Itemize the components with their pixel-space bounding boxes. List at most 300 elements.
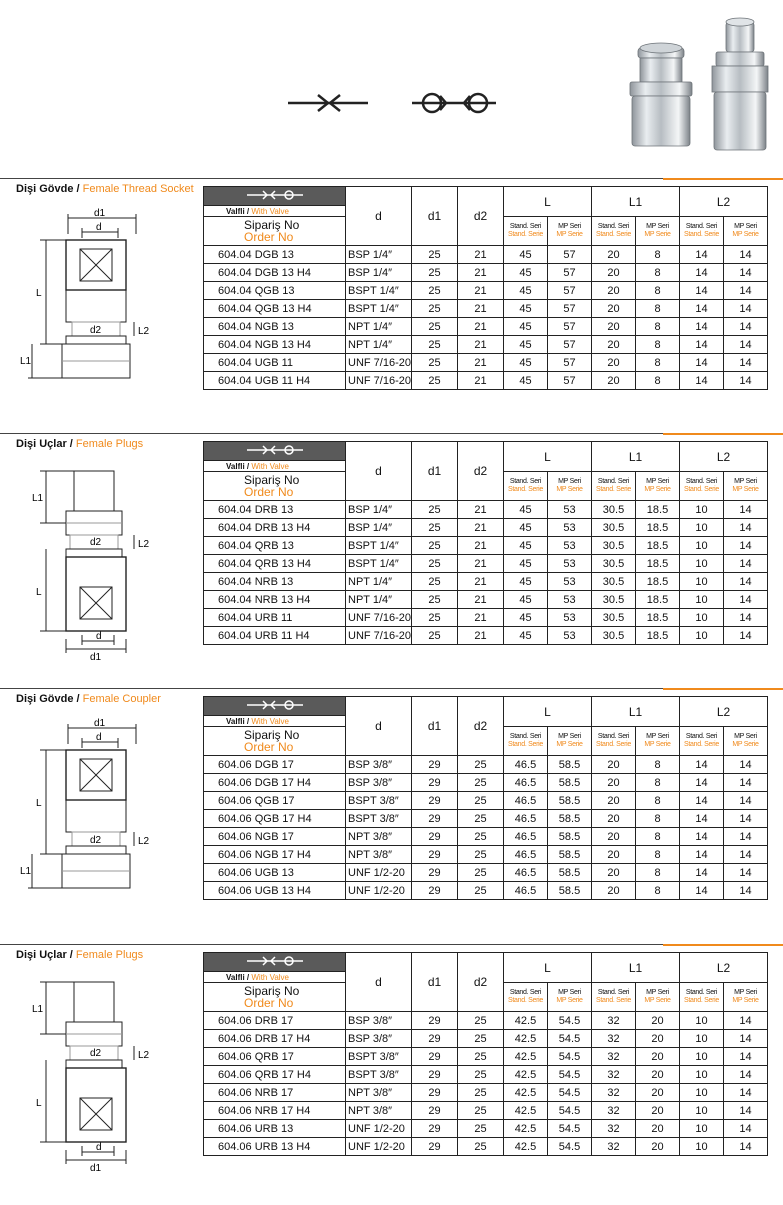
valve-label-en: With Valve xyxy=(251,206,289,216)
dimension-cell: 54.5 xyxy=(548,1048,592,1066)
dimension-cell: 42.5 xyxy=(504,1084,548,1102)
col-header-L: L xyxy=(504,187,592,217)
dimension-cell: 32 xyxy=(592,1102,636,1120)
order-label-tr: Sipariş No xyxy=(244,473,300,487)
dimension-cell: 14 xyxy=(680,300,724,318)
thread-cell: BSP 3/8″ xyxy=(346,756,412,774)
stand-label-tr: Stand. Seri xyxy=(509,989,542,996)
table-row xyxy=(204,318,768,336)
table-row xyxy=(204,846,768,864)
stand-label-tr: Stand. Seri xyxy=(597,223,630,230)
spec-table xyxy=(203,952,768,1156)
table-row xyxy=(204,627,768,645)
section-title-tr: Dişi Gövde xyxy=(16,183,74,195)
dimension-cell: 14 xyxy=(724,774,768,792)
table-row xyxy=(204,282,768,300)
dimension-cell: 57 xyxy=(548,300,592,318)
dimension-cell: 14 xyxy=(724,501,768,519)
dimension-cell: 45 xyxy=(504,318,548,336)
mp-label-en: MP Serie xyxy=(732,486,759,493)
order-label-tr: Sipariş No xyxy=(244,728,300,742)
dimension-cell: 18.5 xyxy=(636,573,680,591)
dim-L: L xyxy=(36,1098,42,1109)
section-title-tr: Dişi Uçlar xyxy=(16,949,67,961)
dimension-cell: 10 xyxy=(680,555,724,573)
dimension-cell: 10 xyxy=(680,1048,724,1066)
dim-L1: L1 xyxy=(20,866,32,877)
stand-label-en: Stand. Serie xyxy=(684,231,719,238)
dimension-cell: 10 xyxy=(680,1066,724,1084)
dimension-cell: 10 xyxy=(680,1012,724,1030)
dimension-cell: 25 xyxy=(458,864,504,882)
stand-label-tr: Stand. Seri xyxy=(597,478,630,485)
dimension-cell: 21 xyxy=(458,336,504,354)
dimension-cell: 57 xyxy=(548,354,592,372)
dimension-cell: 8 xyxy=(636,354,680,372)
thread-cell: BSPT 3/8″ xyxy=(346,1066,412,1084)
dimension-cell: 25 xyxy=(458,1120,504,1138)
dimension-cell: 54.5 xyxy=(548,1084,592,1102)
subheader-stand xyxy=(592,472,636,501)
subheader-mp xyxy=(724,727,768,756)
dimension-cell: 25 xyxy=(412,627,458,645)
order-number-cell: 604.04 NRB 13 H4 xyxy=(204,591,346,609)
dimension-cell: 45 xyxy=(504,300,548,318)
subheader-mp xyxy=(724,217,768,246)
dimension-cell: 20 xyxy=(592,774,636,792)
valve-label-tr: Valfli xyxy=(226,972,245,982)
order-number-cell: 604.06 UGB 13 xyxy=(204,864,346,882)
dimension-cell: 42.5 xyxy=(504,1120,548,1138)
dimension-cell: 14 xyxy=(680,354,724,372)
dim-L1: L1 xyxy=(20,356,32,367)
dimension-cell: 8 xyxy=(636,846,680,864)
dimension-cell: 14 xyxy=(724,810,768,828)
dimension-cell: 10 xyxy=(680,501,724,519)
section-title-en: Female Thread Socket xyxy=(82,183,194,195)
product-photo-socket xyxy=(712,18,768,150)
dimension-cell: 42.5 xyxy=(504,1138,548,1156)
order-number-cell: 604.06 URB 13 H4 xyxy=(204,1138,346,1156)
dimension-cell: 10 xyxy=(680,1084,724,1102)
order-number-cell: 604.06 DRB 17 H4 xyxy=(204,1030,346,1048)
dimension-cell: 32 xyxy=(592,1012,636,1030)
dimension-cell: 32 xyxy=(592,1084,636,1102)
dimension-cell: 14 xyxy=(724,1066,768,1084)
col-header-d: d xyxy=(346,187,412,246)
dimension-cell: 29 xyxy=(412,1084,458,1102)
product-section xyxy=(0,433,783,685)
stand-label-en: Stand. Serie xyxy=(508,741,543,748)
dimension-cell: 30.5 xyxy=(592,627,636,645)
dim-d2: d2 xyxy=(90,835,102,846)
thread-cell: UNF 7/16-20 xyxy=(346,627,412,645)
thread-cell: NPT 3/8″ xyxy=(346,1102,412,1120)
mp-label-en: MP Serie xyxy=(556,741,583,748)
stand-label-tr: Stand. Seri xyxy=(509,223,542,230)
dimension-cell: 25 xyxy=(458,1048,504,1066)
dimension-cell: 14 xyxy=(724,627,768,645)
dimension-cell: 14 xyxy=(680,336,724,354)
table-row xyxy=(204,792,768,810)
dimension-cell: 58.5 xyxy=(548,756,592,774)
subheader-stand xyxy=(504,217,548,246)
table-row xyxy=(204,1084,768,1102)
thread-cell: UNF 7/16-20 xyxy=(346,609,412,627)
col-header-L2: L2 xyxy=(680,442,768,472)
table-row xyxy=(204,300,768,318)
dimension-cell: 14 xyxy=(680,828,724,846)
mp-label-tr: MP Seri xyxy=(734,478,757,485)
dimension-cell: 25 xyxy=(412,264,458,282)
dimension-cell: 10 xyxy=(680,1030,724,1048)
dimension-cell: 46.5 xyxy=(504,828,548,846)
dimension-cell: 58.5 xyxy=(548,792,592,810)
dimension-cell: 20 xyxy=(592,336,636,354)
dimension-cell: 14 xyxy=(724,609,768,627)
dimension-cell: 25 xyxy=(412,372,458,390)
thread-cell: NPT 3/8″ xyxy=(346,828,412,846)
dim-L: L xyxy=(36,288,42,299)
thread-cell: UNF 1/2-20 xyxy=(346,1120,412,1138)
dimension-cell: 29 xyxy=(412,810,458,828)
order-number-cell: 604.04 DRB 13 H4 xyxy=(204,519,346,537)
dimension-cell: 21 xyxy=(458,609,504,627)
stand-label-en: Stand. Serie xyxy=(684,741,719,748)
valve-coupling-icon xyxy=(245,955,305,967)
dimension-cell: 8 xyxy=(636,882,680,900)
dimension-cell: 14 xyxy=(680,864,724,882)
stand-label-tr: Stand. Seri xyxy=(509,733,542,740)
mp-label-tr: MP Seri xyxy=(558,478,581,485)
subheader-mp xyxy=(548,727,592,756)
dimension-cell: 21 xyxy=(458,318,504,336)
dimension-cell: 18.5 xyxy=(636,555,680,573)
order-no-header xyxy=(204,472,346,501)
stand-label-tr: Stand. Seri xyxy=(685,478,718,485)
thread-cell: NPT 1/4″ xyxy=(346,573,412,591)
dimension-cell: 8 xyxy=(636,282,680,300)
valve-label-en: With Valve xyxy=(251,972,289,982)
order-no-header xyxy=(204,983,346,1012)
subheader-mp xyxy=(548,217,592,246)
order-no-header xyxy=(204,217,346,246)
dimension-cell: 57 xyxy=(548,318,592,336)
dimension-cell: 45 xyxy=(504,627,548,645)
order-number-cell: 604.06 NRB 17 H4 xyxy=(204,1102,346,1120)
dim-L2: L2 xyxy=(138,326,150,337)
stand-label-en: Stand. Serie xyxy=(508,231,543,238)
dimension-cell: 25 xyxy=(412,300,458,318)
table-row xyxy=(204,591,768,609)
dimension-cell: 20 xyxy=(592,354,636,372)
mp-label-tr: MP Seri xyxy=(734,733,757,740)
thread-cell: NPT 1/4″ xyxy=(346,336,412,354)
stand-label-en: Stand. Serie xyxy=(596,741,631,748)
col-header-d: d xyxy=(346,442,412,501)
table-row xyxy=(204,1012,768,1030)
dimension-cell: 21 xyxy=(458,372,504,390)
dimension-cell: 25 xyxy=(412,501,458,519)
dimension-cell: 20 xyxy=(636,1012,680,1030)
subheader-mp xyxy=(636,727,680,756)
valve-label: Valfli / With Valve xyxy=(204,716,346,727)
table-row xyxy=(204,336,768,354)
table-row xyxy=(204,1048,768,1066)
table-row xyxy=(204,246,768,264)
thread-cell: UNF 1/2-20 xyxy=(346,1138,412,1156)
dimension-cell: 46.5 xyxy=(504,774,548,792)
order-number-cell: 604.04 QRB 13 H4 xyxy=(204,555,346,573)
dim-L2: L2 xyxy=(138,836,150,847)
dimension-cell: 8 xyxy=(636,300,680,318)
dimension-cell: 25 xyxy=(412,609,458,627)
subheader-stand xyxy=(504,472,548,501)
dimension-cell: 30.5 xyxy=(592,501,636,519)
dimension-cell: 14 xyxy=(724,1138,768,1156)
dimension-cell: 20 xyxy=(636,1048,680,1066)
dimension-cell: 29 xyxy=(412,1030,458,1048)
dimension-cell: 45 xyxy=(504,609,548,627)
drawing-container xyxy=(10,204,200,434)
thread-cell: BSP 1/4″ xyxy=(346,246,412,264)
thread-cell: BSP 1/4″ xyxy=(346,264,412,282)
dimension-cell: 25 xyxy=(412,519,458,537)
mp-label-tr: MP Seri xyxy=(734,989,757,996)
dimension-cell: 53 xyxy=(548,627,592,645)
thread-cell: UNF 7/16-20 xyxy=(346,354,412,372)
stand-label-en: Stand. Serie xyxy=(508,486,543,493)
subheader-mp xyxy=(548,983,592,1012)
dimension-cell: 20 xyxy=(592,300,636,318)
order-label-en: Order No xyxy=(244,230,294,244)
dimension-cell: 25 xyxy=(458,810,504,828)
table-row xyxy=(204,828,768,846)
dimension-cell: 14 xyxy=(724,372,768,390)
thread-cell: BSPT 1/4″ xyxy=(346,537,412,555)
stand-label-en: Stand. Serie xyxy=(596,486,631,493)
order-number-cell: 604.04 QGB 13 xyxy=(204,282,346,300)
dimension-cell: 8 xyxy=(636,336,680,354)
table-row xyxy=(204,1030,768,1048)
dimension-cell: 57 xyxy=(548,336,592,354)
subheader-mp xyxy=(636,472,680,501)
mp-label-tr: MP Seri xyxy=(558,989,581,996)
dimension-cell: 29 xyxy=(412,1048,458,1066)
dimension-cell: 58.5 xyxy=(548,846,592,864)
table-row xyxy=(204,372,768,390)
dimension-cell: 25 xyxy=(458,882,504,900)
mp-label-tr: MP Seri xyxy=(646,989,669,996)
thread-cell: BSPT 1/4″ xyxy=(346,555,412,573)
dimension-cell: 8 xyxy=(636,756,680,774)
table-row xyxy=(204,519,768,537)
dimension-cell: 21 xyxy=(458,501,504,519)
dimension-cell: 14 xyxy=(724,1102,768,1120)
dimension-cell: 8 xyxy=(636,264,680,282)
dimension-cell: 29 xyxy=(412,756,458,774)
product-section xyxy=(0,688,783,940)
mp-label-en: MP Serie xyxy=(556,486,583,493)
dimension-cell: 32 xyxy=(592,1066,636,1084)
dimension-cell: 25 xyxy=(458,828,504,846)
section-title-tr: Dişi Uçlar xyxy=(16,438,67,450)
dimension-cell: 14 xyxy=(680,246,724,264)
dimension-cell: 14 xyxy=(680,264,724,282)
dimension-cell: 45 xyxy=(504,246,548,264)
dimension-cell: 29 xyxy=(412,846,458,864)
col-header-L1: L1 xyxy=(592,953,680,983)
dimension-cell: 54.5 xyxy=(548,1120,592,1138)
dimension-cell: 14 xyxy=(680,792,724,810)
dimension-cell: 57 xyxy=(548,246,592,264)
order-label-tr: Sipariş No xyxy=(244,218,300,232)
order-number-cell: 604.06 NGB 17 H4 xyxy=(204,846,346,864)
dimension-cell: 14 xyxy=(724,336,768,354)
thread-cell: NPT 1/4″ xyxy=(346,318,412,336)
dimension-cell: 14 xyxy=(724,1084,768,1102)
dimension-cell: 14 xyxy=(680,810,724,828)
stand-label-en: Stand. Serie xyxy=(596,231,631,238)
stand-label-tr: Stand. Seri xyxy=(685,989,718,996)
col-header-d: d xyxy=(346,697,412,756)
section-accent-bar xyxy=(663,178,783,180)
mp-label-en: MP Serie xyxy=(556,997,583,1004)
dimension-cell: 45 xyxy=(504,264,548,282)
spec-table xyxy=(203,186,768,390)
dimension-cell: 25 xyxy=(412,591,458,609)
thread-cell: BSPT 1/4″ xyxy=(346,282,412,300)
table-row xyxy=(204,1120,768,1138)
dimension-cell: 25 xyxy=(458,1012,504,1030)
table-row xyxy=(204,864,768,882)
dimension-cell: 20 xyxy=(636,1102,680,1120)
dimension-cell: 42.5 xyxy=(504,1048,548,1066)
dimension-cell: 20 xyxy=(592,246,636,264)
table-row xyxy=(204,1102,768,1120)
dimension-cell: 54.5 xyxy=(548,1066,592,1084)
dimension-cell: 29 xyxy=(412,1102,458,1120)
mp-label-tr: MP Seri xyxy=(558,733,581,740)
technical-drawing xyxy=(10,714,200,944)
dimension-cell: 20 xyxy=(636,1066,680,1084)
dimension-cell: 20 xyxy=(636,1030,680,1048)
valve-symbol-cell xyxy=(204,187,346,206)
valve-label-en: With Valve xyxy=(251,461,289,471)
dimension-cell: 20 xyxy=(592,282,636,300)
order-number-cell: 604.04 QRB 13 xyxy=(204,537,346,555)
dimension-cell: 10 xyxy=(680,1138,724,1156)
stand-label-tr: Stand. Seri xyxy=(597,733,630,740)
subheader-stand xyxy=(680,727,724,756)
valve-coupling-icon xyxy=(245,189,305,201)
dimension-cell: 21 xyxy=(458,627,504,645)
dimension-cell: 58.5 xyxy=(548,828,592,846)
dim-d: d xyxy=(96,1142,102,1153)
dimension-cell: 54.5 xyxy=(548,1030,592,1048)
dimension-cell: 30.5 xyxy=(592,519,636,537)
thread-cell: NPT 3/8″ xyxy=(346,1084,412,1102)
dimension-cell: 57 xyxy=(548,282,592,300)
order-label-tr: Sipariş No xyxy=(244,984,300,998)
dimension-cell: 25 xyxy=(458,1102,504,1120)
dimension-cell: 46.5 xyxy=(504,810,548,828)
dimension-cell: 14 xyxy=(724,519,768,537)
subheader-stand xyxy=(592,983,636,1012)
dimension-cell: 10 xyxy=(680,591,724,609)
valve-coupling-icon xyxy=(245,444,305,456)
dim-L: L xyxy=(36,587,42,598)
dimension-cell: 14 xyxy=(724,246,768,264)
dimension-cell: 8 xyxy=(636,810,680,828)
dimension-cell: 21 xyxy=(458,537,504,555)
dimension-cell: 30.5 xyxy=(592,573,636,591)
dimension-cell: 14 xyxy=(724,537,768,555)
subheader-stand xyxy=(680,983,724,1012)
dimension-cell: 45 xyxy=(504,354,548,372)
dimension-cell: 25 xyxy=(458,846,504,864)
table-row xyxy=(204,756,768,774)
dimension-cell: 45 xyxy=(504,573,548,591)
col-header-L: L xyxy=(504,442,592,472)
order-label-en: Order No xyxy=(244,485,294,499)
header-artwork xyxy=(0,0,783,178)
section-title-tr: Dişi Gövde xyxy=(16,693,74,705)
dimension-cell: 29 xyxy=(412,1120,458,1138)
order-number-cell: 604.06 UGB 13 H4 xyxy=(204,882,346,900)
order-number-cell: 604.04 URB 11 H4 xyxy=(204,627,346,645)
valve-label-en: With Valve xyxy=(251,716,289,726)
order-number-cell: 604.04 DRB 13 xyxy=(204,501,346,519)
technical-drawing xyxy=(10,970,200,1200)
thread-cell: BSP 1/4″ xyxy=(346,519,412,537)
valve-label: Valfli / With Valve xyxy=(204,972,346,983)
col-header-d2: d2 xyxy=(458,953,504,1012)
dimension-cell: 14 xyxy=(680,882,724,900)
subheader-stand xyxy=(504,983,548,1012)
valve-coupling-icon xyxy=(245,699,305,711)
dimension-cell: 14 xyxy=(724,264,768,282)
dimension-cell: 18.5 xyxy=(636,537,680,555)
dimension-cell: 18.5 xyxy=(636,519,680,537)
stand-label-en: Stand. Serie xyxy=(596,997,631,1004)
table-row xyxy=(204,609,768,627)
dimension-cell: 58.5 xyxy=(548,882,592,900)
dimension-cell: 42.5 xyxy=(504,1012,548,1030)
dimension-cell: 14 xyxy=(724,573,768,591)
dimension-cell: 53 xyxy=(548,591,592,609)
drawing-container xyxy=(10,970,200,1200)
mp-label-en: MP Serie xyxy=(644,741,671,748)
dimension-cell: 14 xyxy=(724,756,768,774)
dimension-cell: 8 xyxy=(636,372,680,390)
section-accent-bar xyxy=(663,688,783,690)
dimension-cell: 21 xyxy=(458,591,504,609)
order-number-cell: 604.06 DGB 17 xyxy=(204,756,346,774)
subheader-mp xyxy=(724,983,768,1012)
dimension-cell: 25 xyxy=(412,318,458,336)
subheader-stand xyxy=(592,217,636,246)
dimension-cell: 18.5 xyxy=(636,627,680,645)
dimension-cell: 14 xyxy=(724,1012,768,1030)
table-row xyxy=(204,882,768,900)
subheader-mp xyxy=(636,983,680,1012)
table-row xyxy=(204,774,768,792)
spec-table xyxy=(203,441,768,645)
section-title: Dişi Uçlar / Female Plugs xyxy=(16,949,144,961)
stand-label-en: Stand. Serie xyxy=(684,486,719,493)
col-header-L1: L1 xyxy=(592,697,680,727)
